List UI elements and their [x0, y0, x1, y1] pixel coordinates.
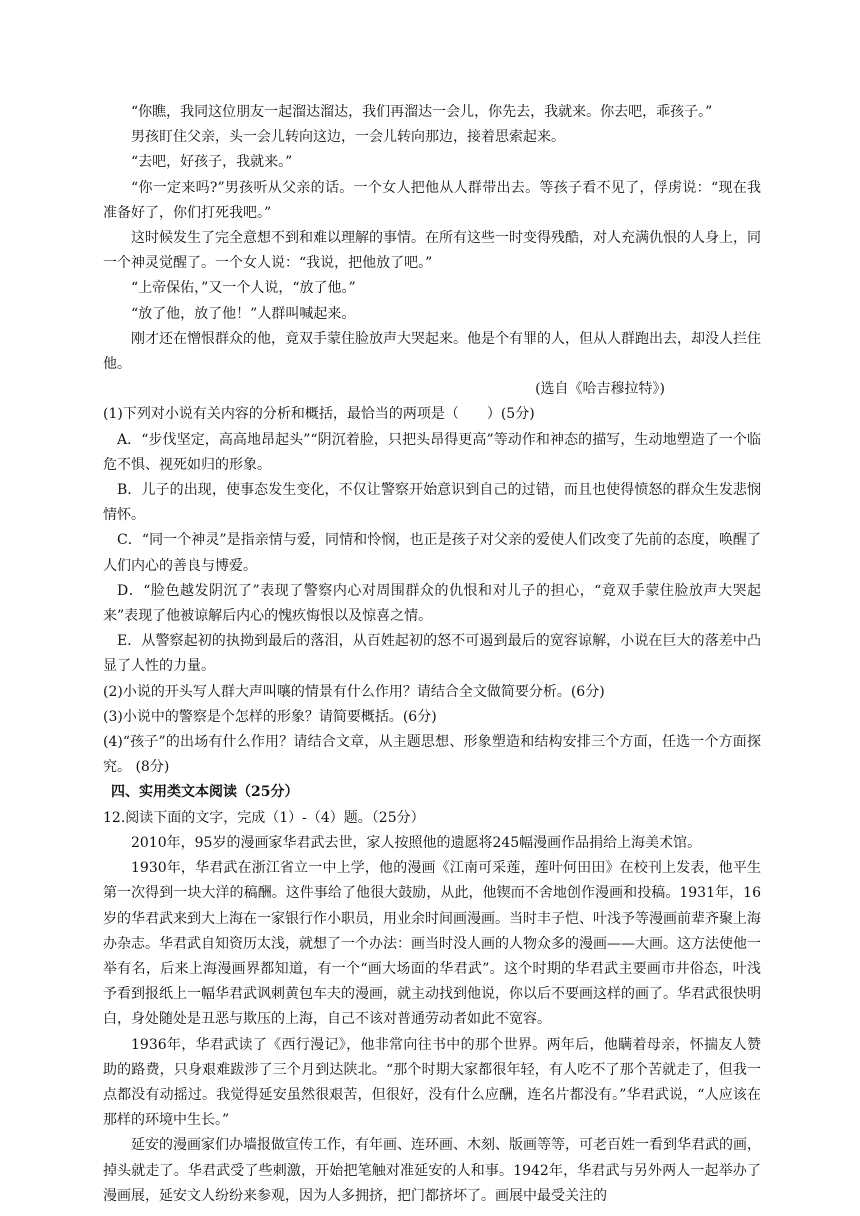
- section-title: 四、实用类文本阅读（25分）: [111, 784, 299, 801]
- story-source: (选自《哈吉穆拉特》): [535, 381, 665, 398]
- article-paragraph: 1930年，华君武在浙江省立一中上学，他的漫画《江南可采莲，莲叶何田田》在校刊上发表，他平生第一次得到一块大洋的稿酬。这件事给了他很大鼓励，从此，他锲而不舍地创作漫画和投稿。1931年，16岁的华君武来到大上海在一家银行作小职员，用业余时间画漫画。当时丰子恺、叶浅予等漫画前辈齐聚上海办杂志。华君武自知资历太浅，就想了一个办法：画当时没人画的人物众多的漫画——大画。这方法使他一举有名，后来上海漫画界都知道，有一个“画大场面的华君武”。这个时期的华君武主要画市井俗态，叶浅予看到报纸上一幅华君武讽刺黄包车夫的漫画，就主动找到他说，你以后不要画这样的画了。华君武很快明白，身处随处是丑恶与欺压的上海，自己不该对普通劳动者如此不宽容。: [103, 860, 761, 1028]
- question-1-option-e: E．从警察起初的执拗到最后的落泪，从百姓起初的怒不可遏到最后的宽容谅解，小说在巨大的落差中凸显了人性的力量。: [103, 633, 761, 675]
- article-paragraph: 2010年，95岁的漫画家华君武去世，家人按照他的遗愿将245幅漫画作品捐给上海美术馆。: [131, 834, 702, 851]
- story-paragraph: “放了他，放了他！”人群叫喊起来。: [131, 305, 356, 322]
- question-1-option-c: C．“同一个神灵”是指亲情与爱，同情和怜悯，也正是孩子对父亲的爱使人们改变了先前的态度，唤醒了人们内心的善良与博爱。: [103, 532, 761, 574]
- question-3: (3)小说中的警察是个怎样的形象？请简要概括。(6分): [103, 708, 437, 725]
- question-1-stem: (1)下列对小说有关内容的分析和概括，最恰当的两项是（ ）(5分): [103, 406, 535, 423]
- story-paragraph: “去吧，好孩子，我就来。”: [131, 154, 293, 171]
- question-1-option-d: D．“脸色越发阴沉了”表现了警察内心对周围群众的仇恨和对儿子的担心，“竟双手蒙住脸放声大哭起来”表现了他被谅解后内心的愧疚悔恨以及惊喜之情。: [103, 582, 761, 625]
- article-paragraph: 延安的漫画家们办墙报做宣传工作，有年画、连环画、木刻、版画等等，可老百姓一看到华君武的画，掉头就走了。华君武受了些刺激，开始把笔触对准延安的人和事。1942年，华君武与另外两人一起举办了漫画展，延安文人纷纷来参观，因为人多拥挤，把门都挤坏了。画展中最受关注的: [103, 1137, 761, 1204]
- story-paragraph: 男孩盯住父亲，头一会儿转向这边，一会儿转向那边，接着思索起来。: [131, 129, 565, 146]
- question-12-intro: 12.阅读下面的文字，完成（1）-（4）题。（25分）: [103, 809, 425, 826]
- story-paragraph: 刚才还在憎恨群众的他，竟双手蒙住脸放声大哭起来。他是个有罪的人，但从人群跑出去，却没人拦住他。: [103, 330, 761, 373]
- question-4: (4)“孩子”的出场有什么作用？请结合文章，从主题思想、形象塑造和结构安排三个方面，任选一个方面探究。 (8分): [103, 734, 761, 776]
- story-paragraph: “你瞧，我同这位朋友一起溜达溜达，我们再溜达一会儿，你先去，我就来。你去吧，乖孩子。”: [131, 104, 713, 120]
- document-body: [103, 100, 761, 1209]
- question-1-option-a: A．“步伐坚定，高高地昂起头”“阴沉着脸，只把头昂得更高”等动作和神态的描写，生动地塑造了一个临危不惧、视死如归的形象。: [103, 431, 761, 473]
- story-paragraph: 这时候发生了完全意想不到和难以理解的事情。在所有这些一时变得残酷，对人充满仇恨的人身上，同一个神灵觉醒了。一个女人说：“我说，把他放了吧。”: [103, 230, 761, 272]
- story-paragraph: “你一定来吗?”男孩听从父亲的话。一个女人把他从人群带出去。等孩子看不见了，俘虏说：“现在我准备好了，你们打死我吧。”: [103, 179, 761, 221]
- question-2: (2)小说的开头写人群大声叫嚷的情景有什么作用？请结合全文做简要分析。(6分): [103, 683, 605, 700]
- story-paragraph: “上帝保佑，”又一个人说，“放了他。”: [131, 280, 356, 297]
- article-paragraph: 1936年，华君武读了《西行漫记》，他非常向往书中的那个世界。两年后，他瞒着母亲，怀揣友人赞助的路费，只身艰难跋涉了三个月到达陕北。“那个时期大家都很年轻，有人吃不了那个苦就走了，但我一点都没有动摇过。我觉得延安虽然很艰苦，但很好，没有什么应酬，连名片都没有。”华君武说，“人应该在那样的环境中生长。”: [103, 1036, 761, 1129]
- question-1-option-b: B．儿子的出现，使事态发生变化，不仅让警察开始意识到自己的过错，而且也使得愤怒的群众生发悲悯情怀。: [103, 482, 761, 524]
